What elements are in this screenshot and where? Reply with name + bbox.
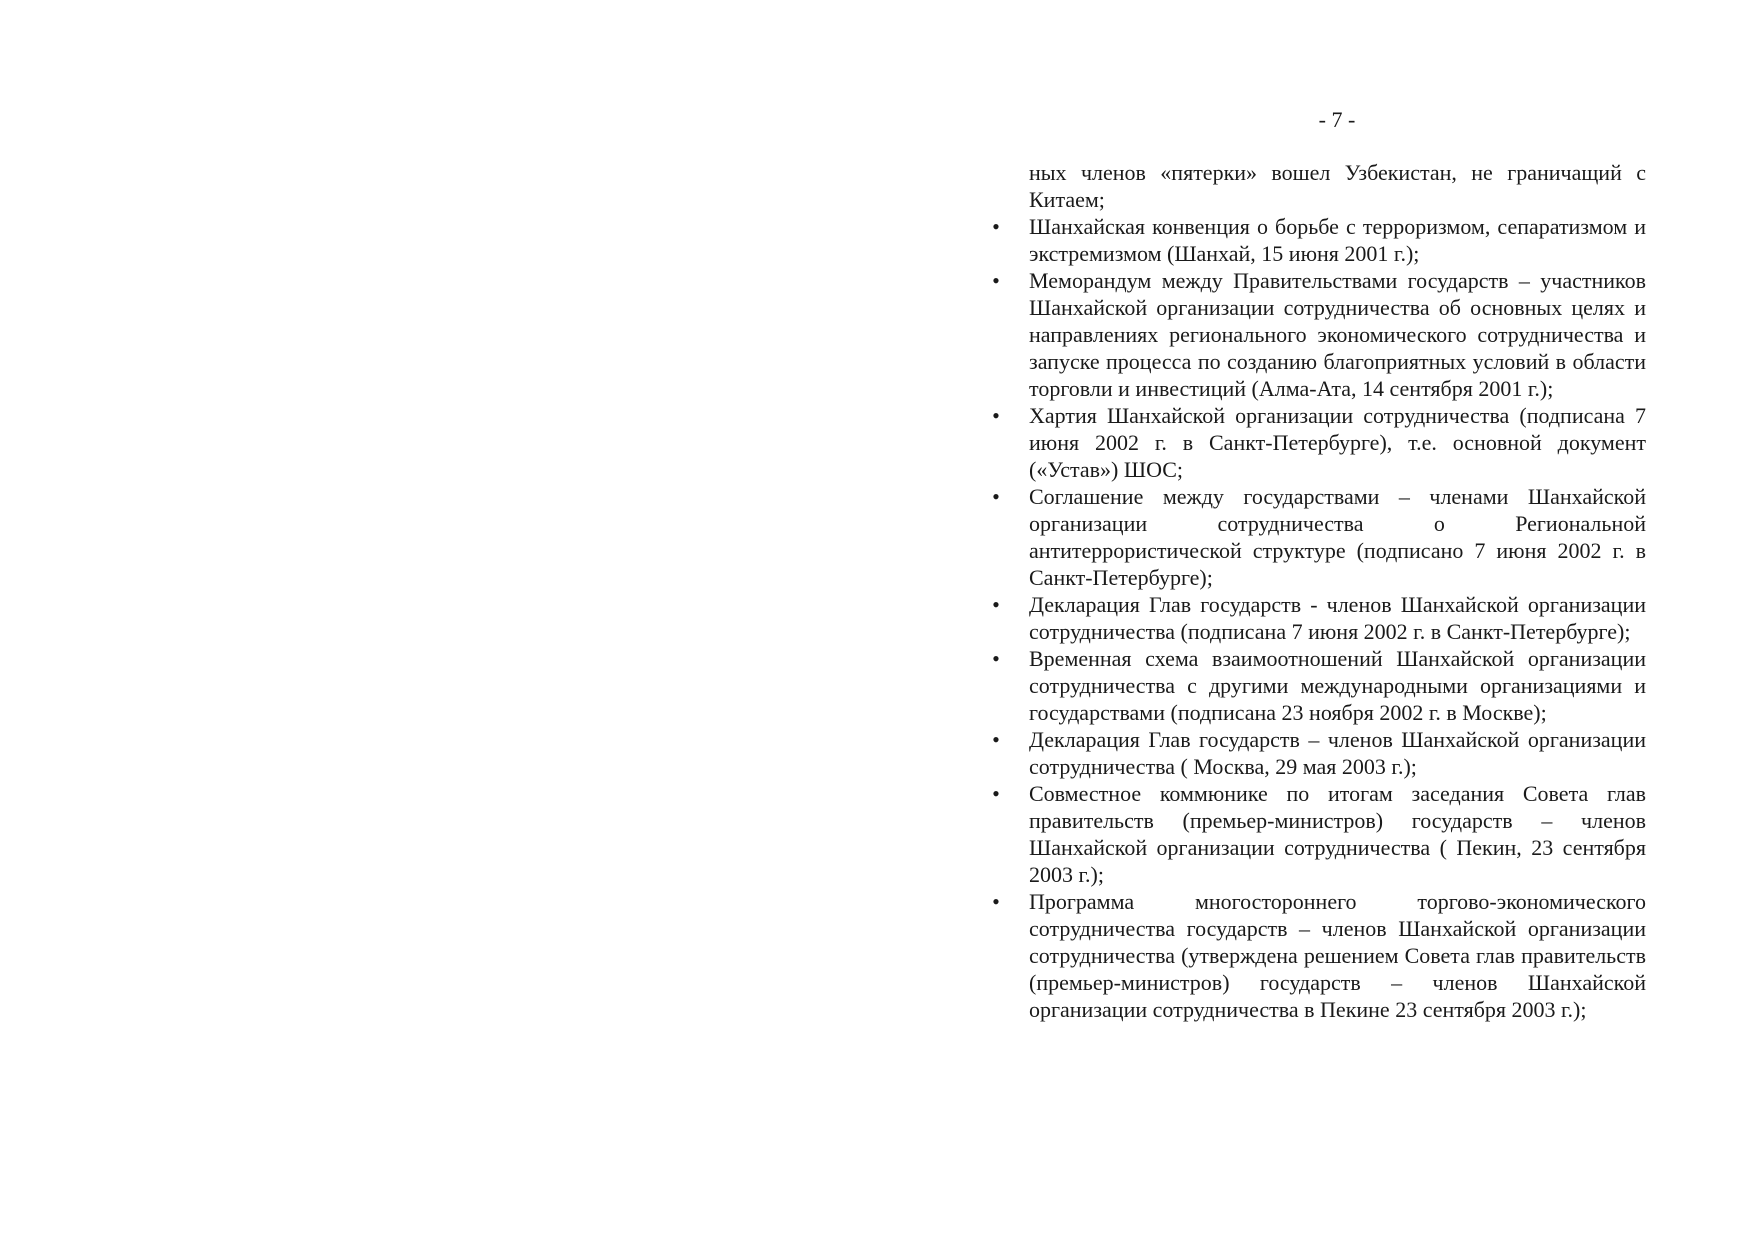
list-item-text: Шанхайская конвенция о борьбе с терроризмом, сепаратизмом и экстремизмом (Шанхай, 15 июня 2001 г.); (1029, 214, 1646, 266)
list-item (992, 483, 1646, 591)
list-item-text: Декларация Глав государств - членов Шанхайской организации сотрудничества (подписана 7 июня 2002 г. в Санкт-Петербурге); (1029, 592, 1646, 644)
continuation-paragraph: ных членов «пятерки» вошел Узбекистан, не граничащий с Китаем; (1029, 160, 1646, 212)
list-item (992, 267, 1646, 402)
bullet-icon: • (992, 889, 1000, 914)
list-item (992, 888, 1646, 1023)
list-item (992, 402, 1646, 483)
bullet-icon: • (992, 214, 1000, 239)
bullet-icon: • (992, 781, 1000, 806)
list-item-text: Программа многостороннего торгово-экономического сотрудничества государств – членов Шанхайской организации сотрудничества (утверждена решением Совета глав правительств (премьер-министров) государств – членов Шанхайской организации сотрудничества в Пекине 23 сентября 2003 г.); (1029, 889, 1646, 1022)
list-item-text: Хартия Шанхайской организации сотрудничества (подписана 7 июня 2002 г. в Санкт-Петербурге), т.е. основной документ («Устав») ШОС; (1029, 403, 1646, 482)
list-item (992, 213, 1646, 267)
list-item-text: Меморандум между Правительствами государств – участников Шанхайской организации сотрудничества об основных целях и направлениях регионального экономического сотрудничества и запуске процесса по созданию благоприятных условий в области торговли и инвестиций (Алма-Ата, 14 сентября 2001 г.); (1029, 268, 1646, 401)
bullet-icon: • (992, 592, 1000, 617)
page-number: - 7 - (1318, 107, 1356, 132)
list-item (992, 726, 1646, 780)
list-item (992, 780, 1646, 888)
list-item-text: Совместное коммюнике по итогам заседания Совета глав правительств (премьер-министров) государств – членов Шанхайской организации сотрудничества ( Пекин, 23 сентября 2003 г.); (1029, 781, 1646, 887)
bullet-icon: • (992, 484, 1000, 509)
list-item-text: Соглашение между государствами – членами Шанхайской организации сотрудничества о Региональной антитеррористической структуре (подписано 7 июня 2002 г. в Санкт-Петербурге); (1029, 484, 1646, 590)
list-item (992, 591, 1646, 645)
bullet-icon: • (992, 268, 1000, 293)
list-item (992, 645, 1646, 726)
list-item-text: Декларация Глав государств – членов Шанхайской организации сотрудничества ( Москва, 29 мая 2003 г.); (1029, 727, 1646, 779)
bullet-icon: • (992, 727, 1000, 752)
document-body (992, 159, 1646, 1023)
bullet-icon: • (992, 646, 1000, 671)
list-item-text: Временная схема взаимоотношений Шанхайской организации сотрудничества с другими международными организациями и государствами (подписана 23 ноября 2002 г. в Москве); (1029, 646, 1646, 725)
bullet-icon: • (992, 403, 1000, 428)
document-list (992, 213, 1646, 1023)
